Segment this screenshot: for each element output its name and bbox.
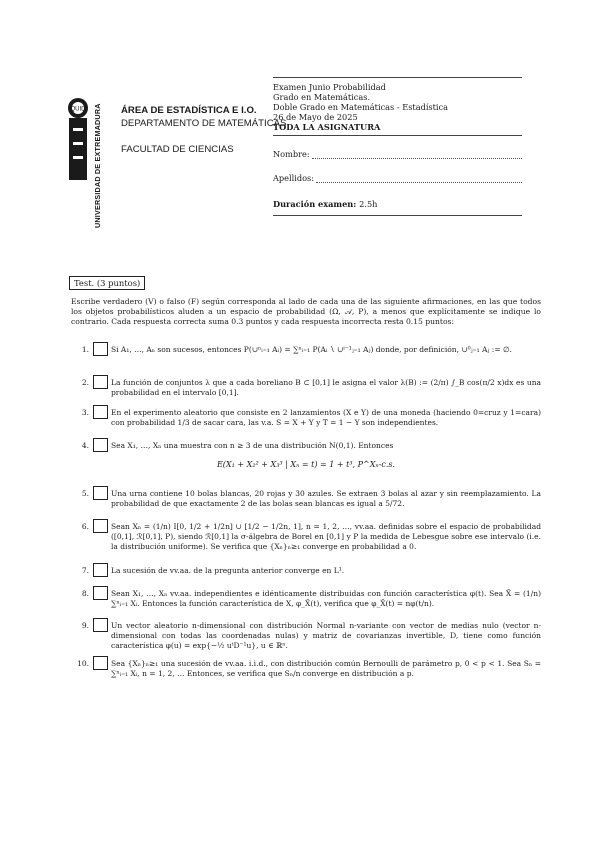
answer-box-6[interactable]	[93, 519, 108, 533]
exam-date: 26 de Mayo de 2025	[273, 112, 358, 122]
answer-box-9[interactable]	[93, 618, 108, 632]
answer-box-2[interactable]	[93, 375, 108, 389]
name-line[interactable]	[312, 150, 522, 159]
exam-degree-1: Grado en Matemáticas.	[273, 92, 371, 102]
answer-box-7[interactable]	[93, 563, 108, 577]
question-4-formula: E(X₁ + X₂² + X₃³ | Xₙ = t) = 1 + t³, P^Xₙ-c.s.	[216, 460, 396, 469]
answer-box-3[interactable]	[93, 405, 108, 419]
question-1: 1. Si A₁, …, Aₙ son sucesos, entonces P(∪ⁿᵢ₌₁ Aᵢ) = ∑ⁿᵢ₌₁ P(Aᵢ ∖ ∪ⁱ⁻¹ⱼ₌₁ Aⱼ) donde, por definición, ∪⁰ⱼ₌₁ Aⱼ := ∅.	[71, 345, 541, 355]
answer-box-5[interactable]	[93, 486, 108, 500]
answer-box-10[interactable]	[93, 656, 108, 670]
faculty-name: FACULTAD DE CIENCIAS	[121, 144, 234, 155]
top-rule	[273, 77, 522, 78]
question-2: 2. La función de conjuntos λ que a cada boreliano B ⊂ [0,1] le asigna el valor λ(B) := (2/π) ∫_B cos(π/2 x)dx es una probabilidad en el intervalo [0,1].	[71, 378, 541, 398]
area-name: ÁREA DE ESTADÍSTICA E I.O.	[121, 105, 257, 116]
answer-box-1[interactable]	[93, 342, 108, 356]
department-name: DEPARTAMENTO DE MATEMÁTICAS	[121, 118, 287, 129]
test-heading: Test. (3 puntos)	[69, 276, 145, 290]
question-6: 6. Sean Xₙ = (1/n) I[0, 1/2 + 1/2n] ∪ [1/2 − 1/2n, 1], n = 1, 2, …, vv.aa. definidas sobre el espacio de probabilidad ([0,1], ℛ[0,1], P), siendo ℛ[0,1] la σ-álgebra de Borel en [0,1] y P la medida de Lebesgue sobre ese intervalo (i.e. la distribución uniforme). Se verifica que {Xₙ}ₙ≥₁ converge en probabilidad a 0.	[71, 522, 541, 552]
question-7: 7. La sucesión de vv.aa. de la pregunta anterior converge en L¹.	[71, 566, 541, 576]
exam-scope: TODA LA ASIGNATURA	[273, 122, 381, 132]
name-field[interactable]: Nombre:	[273, 149, 310, 159]
logo-text: QUID	[70, 106, 86, 113]
exam-info	[273, 82, 448, 132]
question-5: 5. Una urna contiene 10 bolas blancas, 20 rojas y 30 azules. Se extraen 3 bolas al azar y sin reemplazamiento. La probabilidad de que exactamente 2 de las bolas sean blancas es igual a 5/72.	[71, 489, 541, 509]
duration: Duración examen: 2.5h	[273, 199, 378, 209]
surname-field[interactable]: Apellidos:	[273, 173, 314, 183]
answer-box-8[interactable]	[93, 586, 108, 600]
answer-box-4[interactable]	[93, 438, 108, 452]
university-logo	[67, 94, 89, 182]
bottom-rule	[273, 215, 522, 216]
question-3: 3. En el experimento aleatorio que consiste en 2 lanzamientos (X e Y) de una moneda (haciendo 0=cruz y 1=cara) con probabilidad 1/3 de sacar cara, las v.a. S = X + Y y T = 1 − Y son independientes.	[71, 408, 541, 428]
university-name-vertical: UNIVERSIDAD DE EXTREMADURA	[93, 103, 102, 228]
question-9: 9. Un vector aleatorio n-dimensional con distribución Normal n-variante con vector de medias nulo (vector n-dimensional con todas las coordenadas nulas) y matriz de covarianzas invertible, D, tiene como función característica φ(u) = exp{−½ uᵗD⁻¹u}, u ∈ ℝⁿ.	[71, 621, 541, 651]
question-4: 4. Sea X₁, …, Xₙ una muestra con n ≥ 3 de una distribución N(0,1). Entonces E(X₁ + X₂² + X₃³ | Xₙ = t) = 1 + t³, P^Xₙ-c.s.	[71, 441, 541, 451]
test-instructions: Escribe verdadero (V) o falso (F) según corresponda al lado de cada una de las siguiente afirmaciones, en las que todos los objetos probabilísticos aluden a un espacio de probabilidad (Ω, 𝒜, P), a menos que explícitamente se indique lo contrario. Cada respuesta correcta suma 0.3 puntos y cada respuesta incorrecta resta 0.15 puntos:	[71, 297, 541, 327]
surname-line[interactable]	[316, 174, 522, 183]
question-8: 8. Sean X₁, …, Xₙ vv.aa. independientes e idénticamente distribuidas con función característica φ(t). Sea X̄ = (1/n) ∑ⁿᵢ₌₁ Xᵢ. Entonces la función característica de X, φ_X̄(t), verifica que φ_X̄(t) = nφ(t/n).	[71, 589, 541, 609]
info-rule	[273, 135, 522, 136]
exam-title: Examen Junio Probabilidad	[273, 82, 386, 92]
question-10: 10. Sea {Xₙ}ₙ≥₁ una sucesión de vv.aa. i.i.d., con distribución común Bernoulli de parámetro p, 0 < p < 1. Sea Sₙ = ∑ⁿᵢ₌₁ Xᵢ, n = 1, 2, … Entonces, se verifica que Sₙ/n converge en distribución a p.	[71, 659, 541, 679]
exam-degree-2: Doble Grado en Matemáticas - Estadística	[273, 102, 449, 112]
